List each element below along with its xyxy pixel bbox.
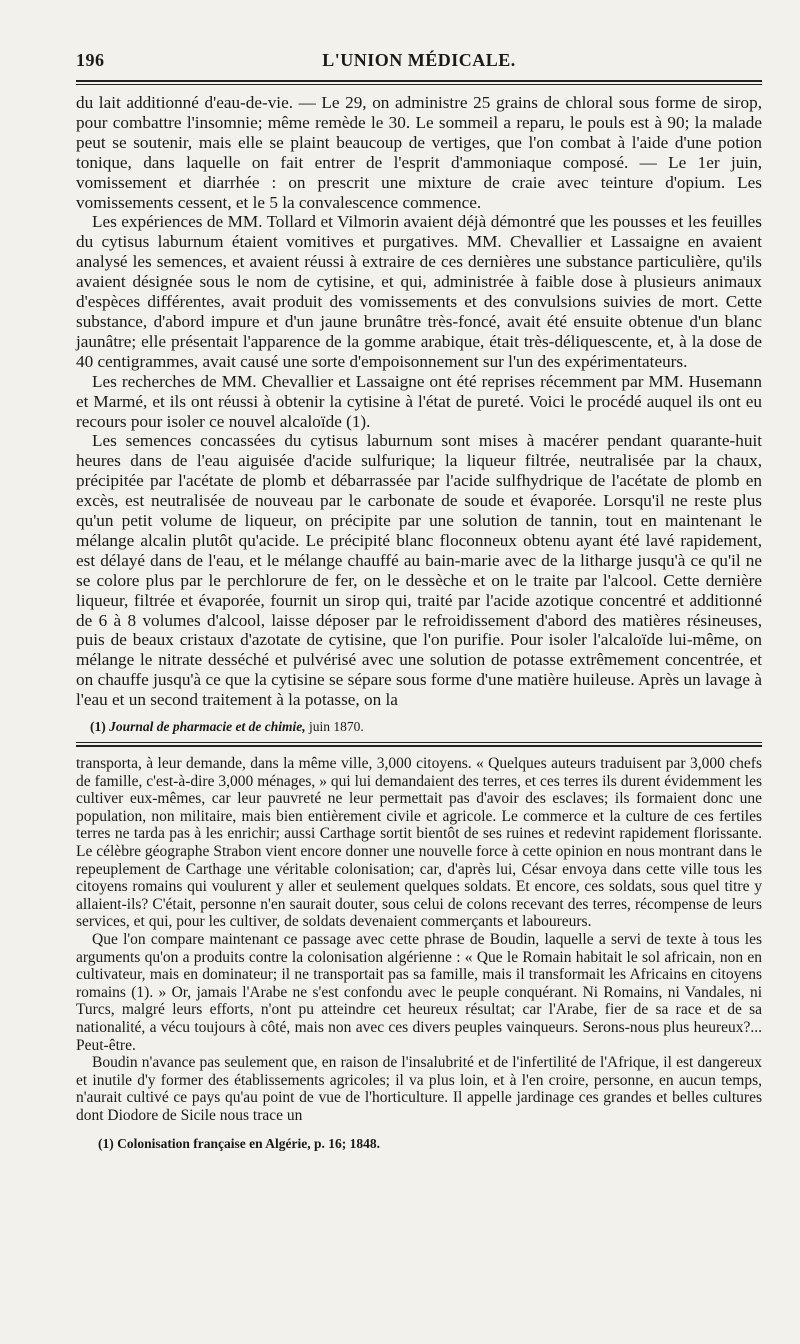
article-footnote — [90, 718, 762, 735]
feuilleton-paragraph: transporta, à leur demande, dans la même ville, 3,000 citoyens. « Quelques auteurs traduisent par 3,000 chefs de famille, c'est-à-dire 3,000 ménages, » qui lui demandaient des terres, et ces terres ils durent évidemment les cultiver eux-mêmes, car leur pauvreté ne leur permettait pas d'avoir des esclaves; ils formaient donc une population, non militaire, mais bien entièrement civile et agricole. Le commerce et la culture de ces fertiles terres ne tarda pas à les enrichir; aussi Carthage sortit bientôt de ses ruines et redevint rapidement florissante. Le célèbre géographe Strabon vient encore donner une nouvelle force à cette opinion en nous montrant dans le repeuplement de Carthage une véritable colonisation; car, d'après lui, César envoya dans cette ville tous les citoyens romains qui voulurent y aller et seulement quelques soldats. Et encore, ces soldats, sous quel titre y allaient-ils? C'était, personne n'en saurait douter, sous celui de colons recevant des terres, récompense de leurs services, et qui, pour les cultiver, de soldats devenaient commerçants et laboureurs. — [76, 755, 762, 931]
page-header — [76, 44, 762, 74]
article-paragraph: Les recherches de MM. Chevallier et Lassaigne ont été reprises récemment par MM. Husemann et Marmé, et ils ont réussi à obtenir la cytisine à l'état de pureté. Voici le procédé auquel ils ont eu recours pour isoler ce nouvel alcaloïde (1). — [76, 371, 762, 431]
feuilleton-body — [76, 755, 762, 1124]
article-paragraph: du lait additionné d'eau-de-vie. — Le 29, on administre 25 grains de chloral sous forme de sirop, pour combattre l'insomnie; même remède le 30. Le sommeil a reparu, le pouls est à 90; la malade peut se soutenir, mais elle se plaint beaucoup de vertiges, que l'on combat à l'aide d'une potion tonique, dans laquelle on fait entrer de l'esprit d'ammoniaque composé. — Le 1er juin, vomissement et diarrhée : on prescrit une mixture de craie avec teinture d'opium. Les vomissements cessent, et le 5 la convalescence commence. — [76, 93, 762, 212]
feuilleton-rule — [76, 742, 762, 747]
feuilleton-footnote: (1) Colonisation française en Algérie, p. 16; 1848. — [98, 1135, 380, 1151]
running-title: L'UNION MÉDICALE. — [322, 50, 516, 70]
footnote-source: Journal de pharmacie et de chimie, — [109, 719, 306, 735]
feuilleton-paragraph: Boudin n'avance pas seulement que, en raison de l'insalubrité et de l'infertilité de l'Afrique, il est dangereux et inutile d'y former des établissements agricoles; il va plus loin, et à l'en croire, personne, en aucun temps, n'aurait cultivé ce pays qu'au point de vue de l'horticulture. Il appelle jardinage ces grandes et belles cultures dont Diodore de Sicile nous trace un — [76, 1054, 762, 1124]
header-rule — [76, 80, 762, 85]
feuilleton-paragraph: Que l'on compare maintenant ce passage avec cette phrase de Boudin, laquelle a servi de texte à tous les arguments qu'on a produits contre la colonisation algérienne : « Que le Romain habitait le sol africain, non en cultivateur, mais en dominateur; il ne transportait pas sa famille, mais il transformait les Africains en citoyens romains (1). » Or, jamais l'Arabe ne s'est confondu avec le peuple conquérant. Ni Romains, ni Vandales, ni Turcs, malgré leurs efforts, n'ont pu atteindre cet heureux résultat; car l'Arabe, fier de sa race et de sa nationalité, a vécu toujours à côté, mais non avec ces divers peuples vainqueurs. Serons-nous plus heureux?... Peut-être. — [76, 931, 762, 1054]
article-body — [76, 93, 762, 710]
article-paragraph: Les semences concassées du cytisus laburnum sont mises à macérer pendant quarante-huit heures dans de l'eau aiguisée d'acide sulfurique; la liqueur filtrée, neutralisée par la chaux, précipitée par l'acétate de plomb et débarrassée par l'acide sulfhydrique de l'acétate de plomb en excès, est neutralisée de nouveau par le carbonate de soude et évaporée. Lorsqu'il ne reste plus qu'un petit volume de liqueur, on précipite par une solution de tannin, tout en maintenant le mélange alcalin plutôt qu'acide. Le précipité blanc floconneux obtenu ayant été lavé rapidement, est délayé dans de l'eau, et le mélange chauffé au bain-marie avec de la litharge jusqu'à ce qu'il ne se colore plus par le perchlorure de fer, on le dessèche et on le traite par l'alcool. Cette dernière liqueur, filtrée et évaporée, fournit un sirop qui, traité par l'acide azotique concentré et additionné de 6 à 8 volumes d'alcool, laisse déposer par le refroidissement d'abord des matières résineuses, puis de beaux cristaux d'azotate de cytisine, que l'on purifie. Pour isoler l'alcaloïde lui-même, on mélange le nitrate desséché et pulvérisé avec une solution de potasse extrêmement concentrée, et on chauffe jusqu'à ce que la cytisine se sépare sous forme d'une matière huileuse. Après un lavage à l'eau et un second traitement à la potasse, on la — [76, 431, 762, 710]
footnote-date: juin 1870. — [309, 719, 364, 735]
footnote-label: (1) — [90, 719, 106, 735]
page-number: 196 — [76, 50, 105, 70]
article-paragraph: Les expériences de MM. Tollard et Vilmorin avaient déjà démontré que les pousses et les feuilles du cytisus laburnum étaient vomitives et purgatives. MM. Chevallier et Lassaigne en avaient analysé les semences, et avaient réussi à extraire de ces dernières une substance particulière, qu'ils avaient désignée sous le nom de cytisine, et qui, administrée à faible dose à plusieurs animaux d'espèces différentes, avait produit des vomissements et des convulsions suivies de mort. Cette substance, d'abord impure et d'un jaune brunâtre très-foncé, avait été ensuite obtenue d'un blanc jaunâtre; elle présentait l'apparence de la gomme arabique, était très-déliquescente, et, à la dose de 40 centigrammes, avait causé une sorte d'empoisonnement sur l'un des expérimentateurs. — [76, 212, 762, 371]
